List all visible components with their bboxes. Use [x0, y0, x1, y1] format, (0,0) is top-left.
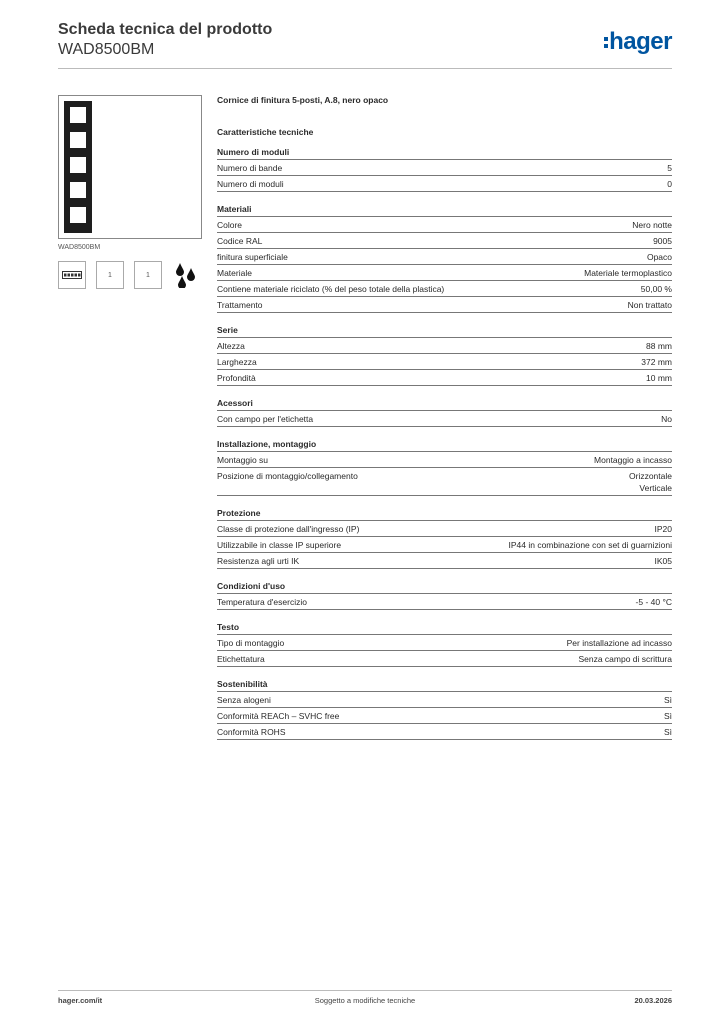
footer-notice: Soggetto a modifiche tecniche [314, 996, 416, 1005]
section-title: Materiali [217, 198, 672, 217]
spec-row [217, 651, 672, 667]
hager-logo [604, 28, 672, 56]
spec-value: Sì [663, 695, 672, 705]
spec-value: Per installazione ad incasso [566, 638, 672, 648]
spec-label: Utilizzabile in classe IP superiore [217, 540, 342, 550]
spec-row [217, 411, 672, 427]
spec-row [217, 635, 672, 651]
spec-label: Tipo di montaggio [217, 638, 285, 648]
spec-section [217, 616, 672, 667]
spec-label: Senza alogeni [217, 695, 271, 705]
spec-section [217, 502, 672, 569]
spec-label: Trattamento [217, 300, 263, 310]
spec-section [217, 575, 672, 610]
product-code: WAD8500BM [58, 41, 155, 58]
product-image [58, 95, 202, 239]
spec-value: IP44 in combinazione con set di guarnizioni [508, 540, 672, 550]
spec-label: Con campo per l'etichetta [217, 414, 314, 424]
spec-label: Posizione di montaggio/collegamento [217, 471, 358, 481]
section-title: Testo [217, 616, 672, 635]
spec-row [217, 468, 672, 496]
spec-label: Codice RAL [217, 236, 263, 246]
spec-row [217, 176, 672, 192]
footer-website[interactable]: hager.com/it [58, 996, 103, 1005]
spec-label: Conformità ROHS [217, 727, 286, 737]
section-title: Numero di moduli [217, 141, 672, 160]
spec-label: Conformità REACh – SVHC free [217, 711, 340, 721]
spec-label: Profondità [217, 373, 256, 383]
spec-row [217, 521, 672, 537]
label-one-icon-2: 1 [134, 261, 162, 289]
spec-value: 50,00 % [640, 284, 672, 294]
spec-sections [217, 141, 672, 740]
section-title: Protezione [217, 502, 672, 521]
spec-value: Materiale termoplastico [584, 268, 672, 278]
spec-label: Larghezza [217, 357, 257, 367]
footer-divider [58, 990, 672, 991]
spec-row [217, 452, 672, 468]
logo-mark-icon [604, 34, 608, 51]
frame-illustration [64, 101, 92, 233]
header-divider [58, 68, 672, 69]
spec-value: Orizzontale Verticale [629, 471, 672, 493]
image-caption: WAD8500BM [58, 244, 101, 251]
spec-row [217, 338, 672, 354]
section-title: Acessori [217, 392, 672, 411]
spec-value: 0 [667, 179, 672, 189]
spec-row [217, 160, 672, 176]
footer-date: 20.03.2026 [634, 996, 672, 1005]
section-title: Serie [217, 319, 672, 338]
spec-section [217, 198, 672, 313]
spec-row [217, 370, 672, 386]
spec-label: Contiene materiale riciclato (% del peso totale della plastica) [217, 284, 445, 294]
section-title: Sostenibilità [217, 673, 672, 692]
spec-value: Montaggio a incasso [594, 455, 672, 465]
icon-row [58, 261, 204, 289]
spec-row [217, 708, 672, 724]
page-title: Scheda tecnica del prodotto [58, 21, 273, 38]
spec-label: Temperatura d'esercizio [217, 597, 307, 607]
spec-section [217, 392, 672, 427]
spec-label: Materiale [217, 268, 252, 278]
spec-row [217, 297, 672, 313]
spec-row [217, 281, 672, 297]
spec-label: Numero di moduli [217, 179, 284, 189]
spec-value: IP20 [654, 524, 672, 534]
section-title: Installazione, montaggio [217, 433, 672, 452]
spec-value: Sì [663, 711, 672, 721]
spec-value: 9005 [653, 236, 672, 246]
spec-row [217, 217, 672, 233]
product-media [58, 95, 204, 289]
spec-label: Resistenza agli urti IK [217, 556, 300, 566]
spec-value: IK05 [654, 556, 672, 566]
spec-row [217, 724, 672, 740]
product-name: Cornice di finitura 5-posti, A.8, nero opaco [217, 95, 389, 105]
spec-value: Senza campo di scrittura [578, 654, 672, 664]
spec-label: Montaggio su [217, 455, 269, 465]
spec-label: finitura superficiale [217, 252, 288, 262]
spec-row [217, 354, 672, 370]
spec-value: 372 mm [641, 357, 672, 367]
spec-row [217, 233, 672, 249]
frame-horizontal-icon [58, 261, 86, 289]
spec-row [217, 265, 672, 281]
spec-label: Altezza [217, 341, 245, 351]
spec-value: Non trattato [627, 300, 672, 310]
spec-row [217, 537, 672, 553]
spec-row [217, 553, 672, 569]
spec-section [217, 673, 672, 740]
spec-value: Opaco [646, 252, 672, 262]
label-one-icon: 1 [96, 261, 124, 289]
spec-label: Etichettatura [217, 654, 265, 664]
spec-value: -5 - 40 °C [635, 597, 672, 607]
spec-row [217, 594, 672, 610]
section-title: Condizioni d'uso [217, 575, 672, 594]
page-header [58, 20, 672, 60]
spec-row [217, 692, 672, 708]
spec-value: 10 mm [646, 373, 672, 383]
spec-section [217, 319, 672, 386]
spec-value: Nero notte [632, 220, 672, 230]
spec-row [217, 249, 672, 265]
spec-column [217, 95, 672, 746]
spec-value: 5 [667, 163, 672, 173]
logo-text: hager [609, 28, 672, 55]
specs-heading: Caratteristiche tecniche [217, 127, 314, 137]
spec-value: Sì [663, 727, 672, 737]
spec-label: Colore [217, 220, 243, 230]
water-drops-icon [172, 261, 200, 289]
spec-label: Classe di protezione dall'ingresso (IP) [217, 524, 360, 534]
spec-value: No [661, 414, 672, 424]
spec-value: 88 mm [646, 341, 672, 351]
spec-label: Numero di bande [217, 163, 283, 173]
spec-section [217, 141, 672, 192]
spec-section [217, 433, 672, 496]
